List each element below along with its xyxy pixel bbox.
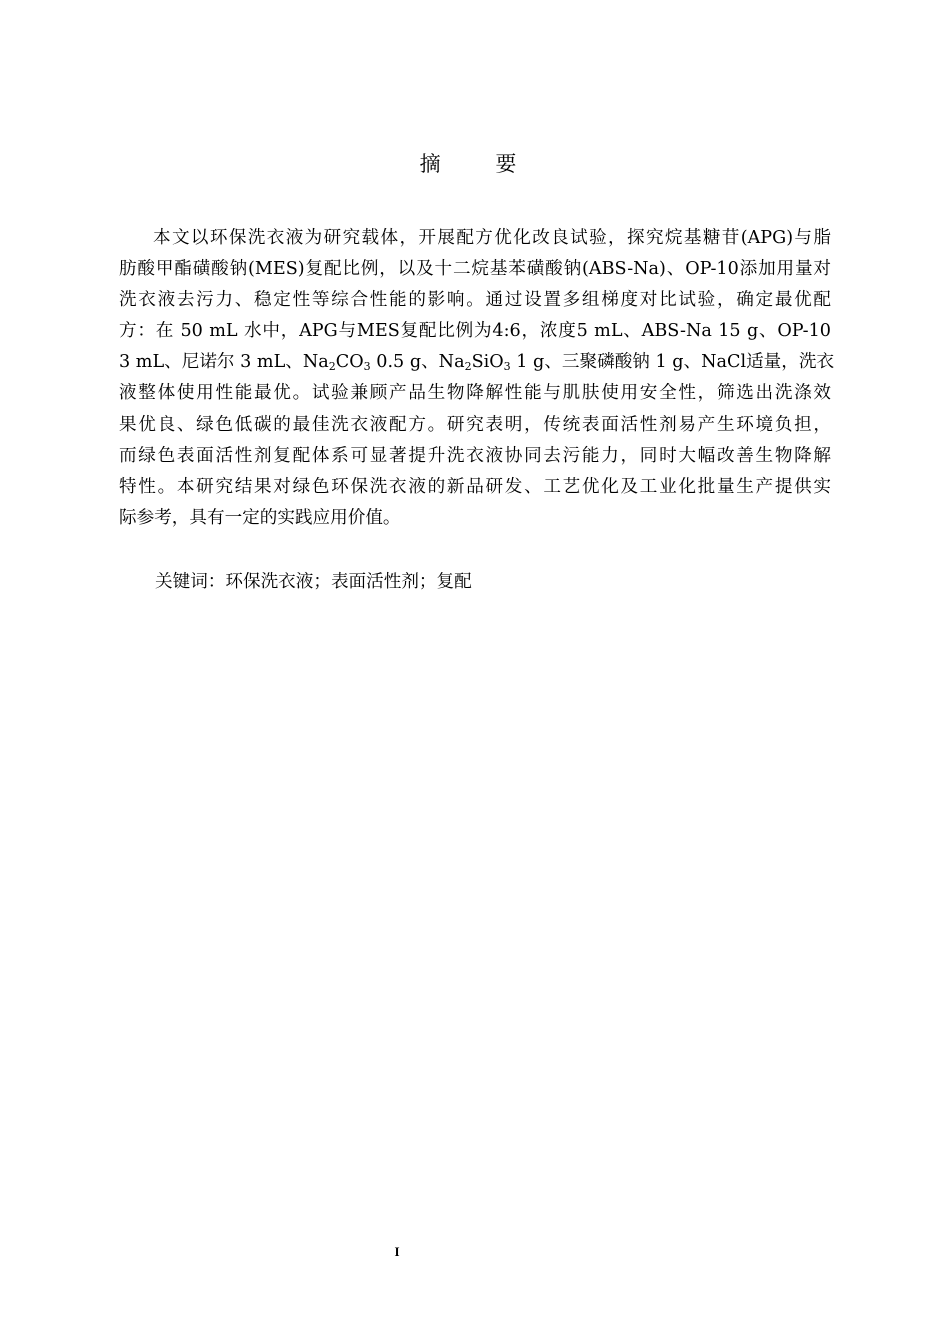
- abstract-line-formula: [119, 347, 835, 378]
- abstract-body: [119, 223, 835, 534]
- keywords-label: 关键词：: [155, 572, 226, 592]
- abstract-line: 果优良、绿色低碳的最佳洗衣液配方。研究表明，传统表面活性剂易产生环境负担，: [119, 414, 831, 435]
- abstract-line: 肪酸甲酯磺酸钠(MES)复配比例，以及十二烷基苯磺酸钠(ABS-Na)、OP-10添加用量对: [119, 259, 831, 280]
- abstract-line: 方：在 50 mL 水中，APG与MES复配比例为4:6，浓度5 mL、ABS-Na 15 g、OP-10: [119, 321, 831, 342]
- formula-subscript: 2: [464, 360, 472, 374]
- abstract-heading: 摘 要: [419, 152, 541, 176]
- formula-text: 1 g、三聚磷酸钠 1 g、NaCl适量，洗衣: [510, 352, 835, 373]
- formula-text: CO: [335, 352, 364, 373]
- formula-subscript: 3: [363, 360, 371, 374]
- page-number: I: [394, 1244, 400, 1259]
- formula-text: 3 mL、尼诺尔 3 mL、Na: [119, 352, 329, 373]
- formula-subscript: 3: [503, 360, 511, 374]
- abstract-line: 本文以环保洗衣液为研究载体，开展配方优化改良试验，探究烷基糖苷(APG)与脂: [153, 228, 831, 248]
- keywords: [155, 567, 472, 598]
- abstract-line: 际参考，具有一定的实践应用价值。: [119, 507, 401, 528]
- formula-text: SiO: [471, 352, 504, 373]
- formula-subscript: 2: [328, 360, 336, 374]
- abstract-line: 液整体使用性能最优。试验兼顾产品生物降解性能与肌肤使用安全性，筛选出洗涤效: [119, 383, 831, 404]
- formula-text: 0.5 g、Na: [370, 352, 465, 373]
- abstract-line: 洗衣液去污力、稳定性等综合性能的影响。通过设置多组梯度对比试验，确定最优配: [119, 290, 831, 311]
- abstract-line: 而绿色表面活性剂复配体系可显著提升洗衣液协同去污能力，同时大幅改善生物降解: [119, 445, 831, 466]
- abstract-line: 特性。本研究结果对绿色环保洗衣液的新品研发、工艺优化及工业化批量生产提供实: [119, 476, 831, 497]
- keywords-text: 环保洗衣液；表面活性剂；复配: [225, 572, 472, 592]
